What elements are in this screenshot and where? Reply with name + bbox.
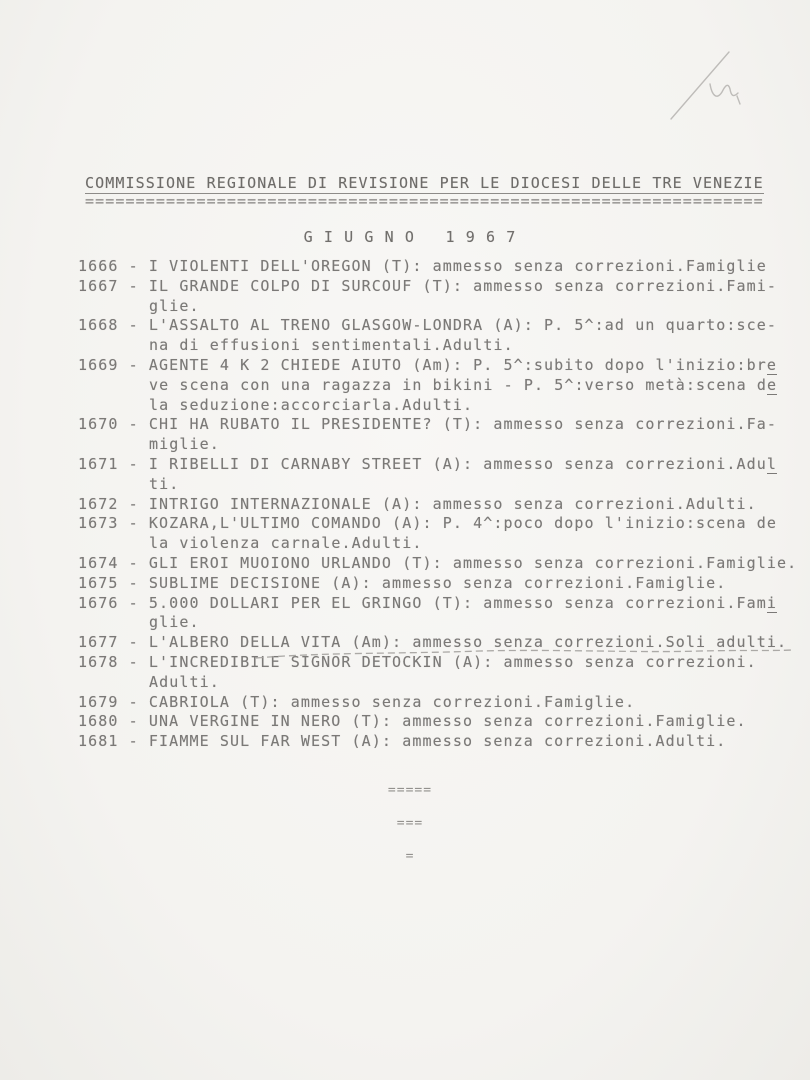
entry-text: ve scena con una ragazza in bikini - P. 5^:verso metà:scena de [149,375,778,394]
entry-line [78,277,808,297]
end-mark-line: ===== [387,783,433,798]
entry-list [78,257,808,752]
entry-text: glie. [149,613,200,632]
entry-number: 1674 - [78,553,149,572]
end-mark-line: === [396,816,424,831]
entry-number: 1677 - [78,633,149,652]
entry-number: 1679 - [78,692,149,711]
entry-line [78,495,808,515]
entry-line [78,633,808,653]
entry-text: Adulti. [149,672,220,691]
entry-number: 1681 - [78,732,149,751]
entry-text: KOZARA,L'ULTIMO COMANDO (A): P. 4^:poco dopo l'inizio:scena de [148,514,778,533]
entry-text: I VIOLENTI DELL'OREGON (T): ammesso senza correzioni.Famiglie [148,257,767,275]
entry-text: L'ASSALTO AL TRENO GLASGOW-LONDRA (A): P. 5^:ad un quarto:sce- [148,316,778,335]
entry-number: 1671 - [78,454,149,473]
entry-number: 1676 - [78,593,149,612]
entry-text: L'INCREDIBILE SIGNOR DETOCKIN (A): ammesso senza correzioni. [148,652,757,671]
entry-text: ti. [149,474,180,493]
entry-text: FIAMME SUL FAR WEST (A): ammesso senza correzioni.Adulti. [148,732,727,751]
entry-line [78,316,808,336]
entry-line [78,693,808,713]
end-mark-line: = [405,849,415,864]
entry-text: na di effusioni sentimentali.Adulti. [149,336,514,355]
entry-text: AGENTE 4 K 2 CHIEDE AIUTO (Am): P. 5^:subito dopo l'inizio:bre [148,355,778,374]
entry-continuation-line [78,475,808,495]
entry-continuation-line [78,336,808,356]
entry-line [78,574,808,594]
entry-text: la seduzione:accorciarla.Adulti. [149,395,474,414]
entry-line [78,257,808,277]
entry-number: 1669 - [78,355,149,374]
entry-number: 1672 - [78,494,149,513]
entry-continuation-line [78,396,808,416]
entry-text: la violenza carnale.Adulti. [149,534,423,553]
entry-continuation-line [78,673,808,693]
entry-text: INTRIGO INTERNAZIONALE (A): ammesso senza correzioni.Adulti. [148,494,757,513]
entry-text: L'ALBERO DELLA VITA (Am): ammesso senza correzioni.Soli adulti. [148,633,788,652]
entry-text: miglie. [149,435,220,454]
entry-line [78,653,808,673]
entry-number: 1668 - [78,316,149,335]
entry-number: 1666 - [78,257,149,275]
period-title: G I U G N O 1 9 6 7 [303,228,517,246]
entry-continuation-line [78,376,808,396]
entry-text: UNA VERGINE IN NERO (T): ammesso senza correzioni.Famiglie. [148,712,747,731]
entry-line [78,455,808,475]
title-separator-line: =================================================================== [85,192,764,210]
entry-line [78,594,808,614]
entry-text: 5.000 DOLLARI PER EL GRINGO (T): ammesso senza correzioni.Fami [148,593,778,612]
entry-number: 1680 - [78,712,149,731]
entry-number: 1675 - [78,573,149,592]
entry-continuation-line [78,297,808,317]
entry-line [78,514,808,534]
entry-text: IL GRANDE COLPO DI SURCOUF (T): ammesso senza correzioni.Fami- [148,276,778,295]
entry-continuation-line [78,613,808,633]
entry-line [78,415,808,435]
entry-line [78,712,808,732]
entry-text: I RIBELLI DI CARNABY STREET (A): ammesso senza correzioni.Adul [148,454,778,473]
entry-number: 1667 - [78,276,149,295]
entry-text: CHI HA RUBATO IL PRESIDENTE? (T): ammesso senza correzioni.Fa- [148,415,778,434]
entry-line [78,732,808,752]
entry-number: 1673 - [78,514,149,533]
entry-text: GLI EROI MUOIONO URLANDO (T): ammesso senza correzioni.Famiglie. [148,553,798,572]
entry-number: 1678 - [78,652,149,671]
document-title: COMMISSIONE REGIONALE DI REVISIONE PER LE DIOCESI DELLE TRE VENEZIE [85,174,764,192]
entry-number: 1670 - [78,415,149,434]
entry-continuation-line [78,534,808,554]
end-mark [75,763,745,884]
entry-line [78,554,808,574]
entry-text: glie. [149,296,200,315]
entry-line [78,356,808,376]
entry-continuation-line [78,435,808,455]
entry-text: SUBLIME DECISIONE (A): ammesso senza correzioni.Famiglie. [148,573,727,592]
entry-text: CABRIOLA (T): ammesso senza correzioni.Famiglie. [148,692,636,711]
